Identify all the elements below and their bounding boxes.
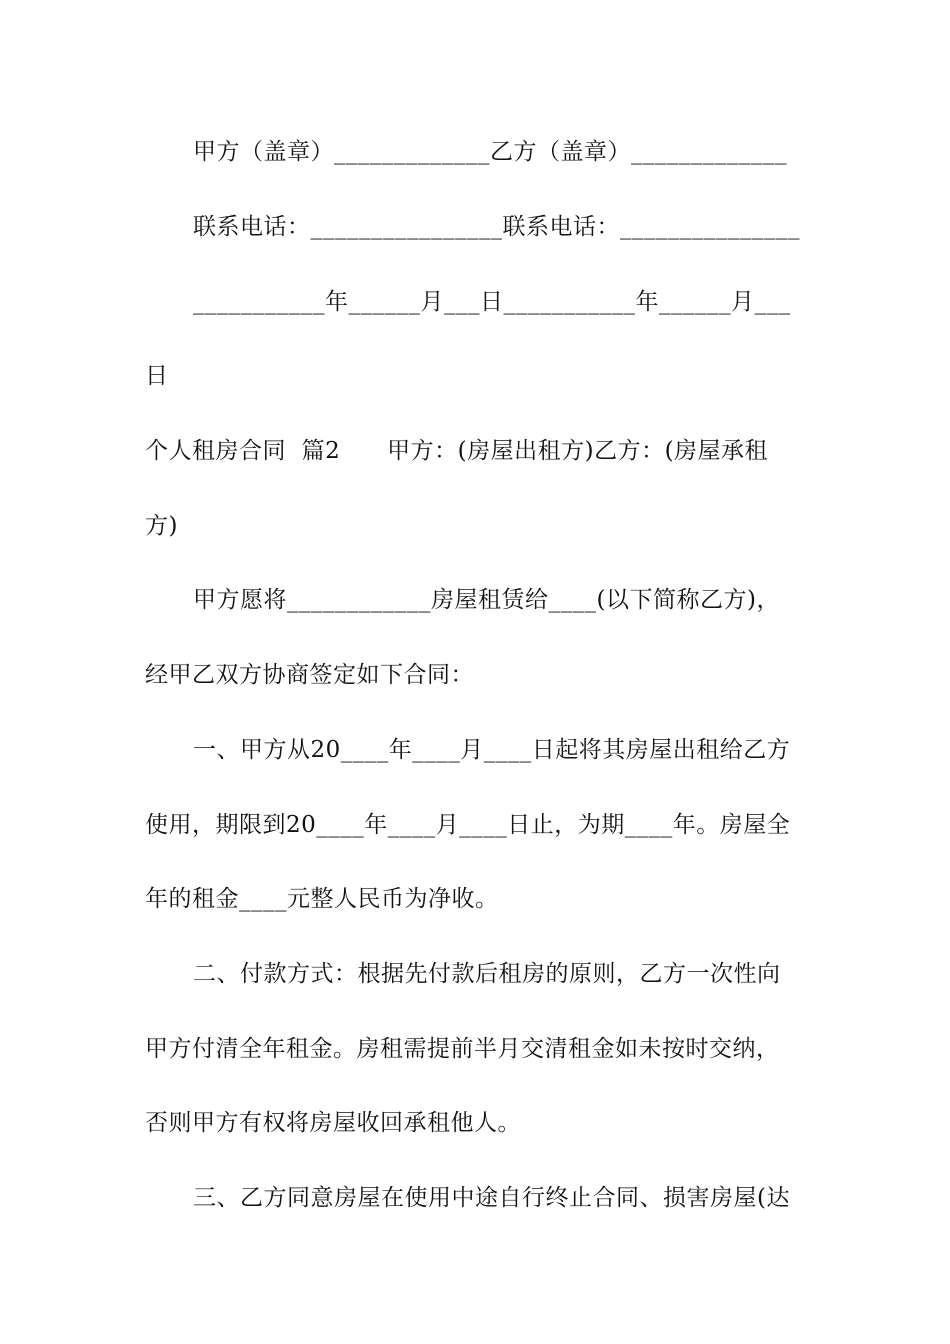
clause-2-line: 甲方付清全年租金。房租需提前半月交清租金如未按时交纳， — [145, 1036, 780, 1062]
clause-1-line: 年的租金____元整人民币为净收。 — [145, 886, 499, 912]
clause-2-line: 二、付款方式：根据先付款后租房的原则，乙方一次性向 — [193, 961, 781, 987]
date-line-end: 日 — [145, 363, 169, 389]
contract-title-line: 个人租房合同 篇2 甲方：(房屋出租方)乙方：(房屋承租 — [145, 438, 769, 464]
signature-line: 甲方（盖章）_____________乙方（盖章）_____________ — [193, 139, 787, 165]
clause-3-line: 三、乙方同意房屋在使用中途自行终止合同、损害房屋(达 — [193, 1185, 790, 1211]
clause-2-line: 否则甲方有权将房屋收回承租他人。 — [145, 1110, 521, 1136]
clause-1-line: 使用，期限到20____年____月____日止，为期____年。房屋全 — [145, 812, 791, 838]
clause-1-line: 一、甲方从20____年____月____日起将其房屋出租给乙方 — [193, 737, 791, 763]
phone-line: 联系电话：________________联系电话：_______________ — [193, 214, 800, 240]
paragraph-line: 经甲乙双方协商签定如下合同： — [145, 662, 474, 688]
date-line: ___________年______月___日___________年______月___ — [193, 289, 791, 315]
contract-title-line-end: 方) — [145, 513, 178, 539]
paragraph-line: 甲方愿将____________房屋租赁给____(以下简称乙方)， — [193, 587, 780, 613]
